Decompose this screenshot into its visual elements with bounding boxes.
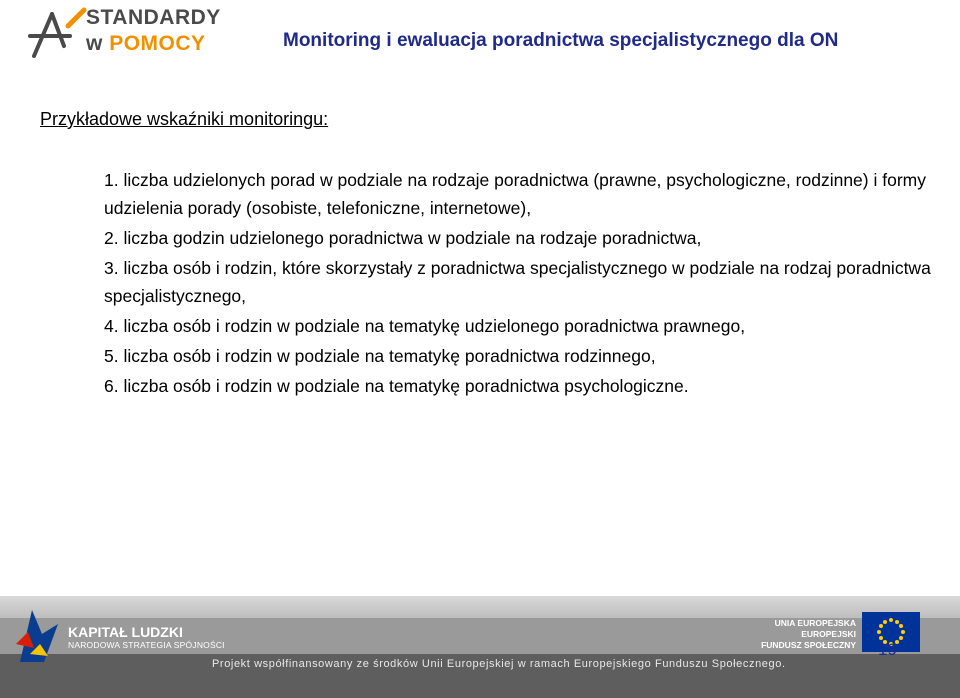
kapital-ludzki-name: KAPITAŁ LUDZKI xyxy=(68,624,183,640)
logo-text-pomocy: POMOCY xyxy=(109,32,206,55)
page-title: Monitoring i ewaluacja poradnictwa specjalistycznego dla ON xyxy=(283,30,839,51)
list-item-1: 1. liczba udzielonych porad w podziale na rodzaje poradnictwa (prawne, psychologiczne, rodzinne) i formy udzielenia porady (osobiste, telefoniczne, internetowe), xyxy=(104,170,926,218)
list-item-3: 3. liczba osób i rodzin, które skorzystały z poradnictwa specjalistycznego w podziale na rodzaj poradnictwa specjalistycznego, xyxy=(104,258,931,306)
list-item-6: 6. liczba osób i rodzin w podziale na tematykę poradnictwa psychologiczne. xyxy=(104,376,689,396)
list-item-4: 4. liczba osób i rodzin w podziale na tematykę udzielonego poradnictwa prawnego, xyxy=(104,316,746,336)
logo-text-w: w xyxy=(86,32,103,55)
footer-top-band xyxy=(0,596,960,618)
page-number: 19 xyxy=(878,640,897,659)
kapital-ludzki-subtitle: NARODOWA STRATEGIA SPÓJNOŚCI xyxy=(68,640,225,650)
eu-label-line-1: UNIA EUROPEJSKA xyxy=(774,618,856,628)
eu-fund-label xyxy=(760,618,856,651)
section-title: Przykładowe wskaźniki monitoringu: xyxy=(40,109,329,129)
list-item-2: 2. liczba godzin udzielonego poradnictwa w podziale na rodzaje poradnictwa, xyxy=(104,228,702,248)
eu-label-line-2: EUROPEJSKI xyxy=(801,629,856,639)
logo-text-standardy: STANDARDY xyxy=(86,6,221,29)
list-item-5: 5. liczba osób i rodzin w podziale na tematykę poradnictwa rodzinnego, xyxy=(104,346,656,366)
indicator-list xyxy=(104,166,944,402)
slide-header xyxy=(0,0,960,80)
slide-footer xyxy=(0,596,960,698)
logo-text-w-pomocy xyxy=(86,32,206,56)
kapital-ludzki-logo-icon xyxy=(14,604,64,666)
project-funding-note: Projekt współfinansowany ze środków Unii Europejskiej w ramach Europejskiego Funduszu Społecznego. xyxy=(212,658,786,670)
eu-label-line-3: FUNDUSZ SPOŁECZNY xyxy=(761,640,856,650)
